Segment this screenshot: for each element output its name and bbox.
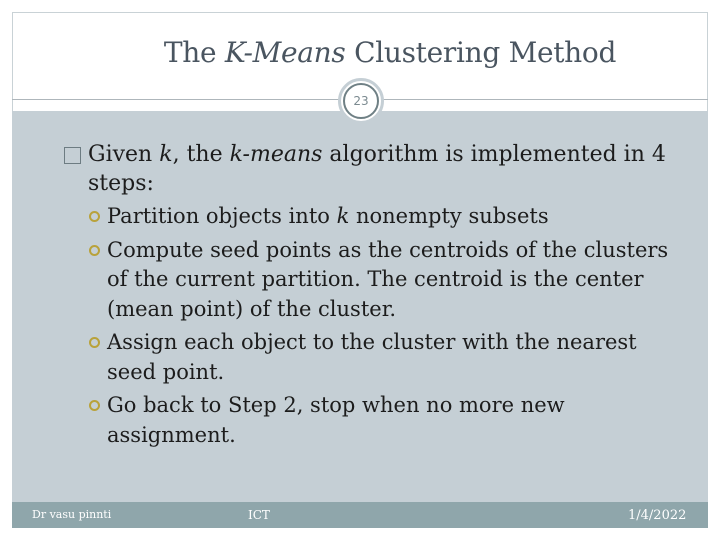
slide-number-badge xyxy=(338,78,384,124)
ring-bullet-icon xyxy=(89,400,100,411)
step-item-3 xyxy=(87,328,684,387)
step-1-pre: Partition objects into xyxy=(107,204,337,228)
footer-center: ICT xyxy=(248,508,270,522)
footer-author: Dr vasu pinnti xyxy=(32,508,112,521)
step-item-4 xyxy=(87,391,684,450)
footer-date: 1/4/2022 xyxy=(628,508,687,523)
step-item-1 xyxy=(87,202,684,232)
slide-number: 23 xyxy=(343,83,379,119)
ring-bullet-icon xyxy=(89,245,100,256)
title-emphasis: K-Means xyxy=(224,36,346,69)
slide-body xyxy=(64,140,684,450)
square-bullet-icon xyxy=(64,147,81,164)
main-point-kmeans: k-means xyxy=(229,142,323,167)
title-suffix: Clustering Method xyxy=(345,36,617,69)
ring-bullet-icon xyxy=(89,337,100,348)
main-point-k: k xyxy=(159,142,173,167)
slide-title xyxy=(0,36,720,69)
step-3-text: Assign each object to the cluster with the nearest seed point. xyxy=(107,330,637,384)
ring-bullet-icon xyxy=(89,211,100,222)
step-1-emph: k xyxy=(336,204,350,228)
main-point-part3: algorithm is implemented in 4 steps: xyxy=(88,142,666,196)
step-2-text: Compute seed points as the centroids of the clusters of the current partition. The centroid is the center (mean point) of the cluster. xyxy=(107,237,669,321)
main-point-part2: , the xyxy=(172,142,230,167)
main-point xyxy=(64,140,684,198)
step-4-text: Go back to Step 2, stop when no more new assignment. xyxy=(107,393,565,447)
footer-bar xyxy=(12,502,708,528)
step-1-post: nonempty subsets xyxy=(349,204,549,228)
step-item-2 xyxy=(87,236,684,325)
title-prefix: The xyxy=(163,36,225,69)
main-point-part1: Given xyxy=(88,142,160,167)
